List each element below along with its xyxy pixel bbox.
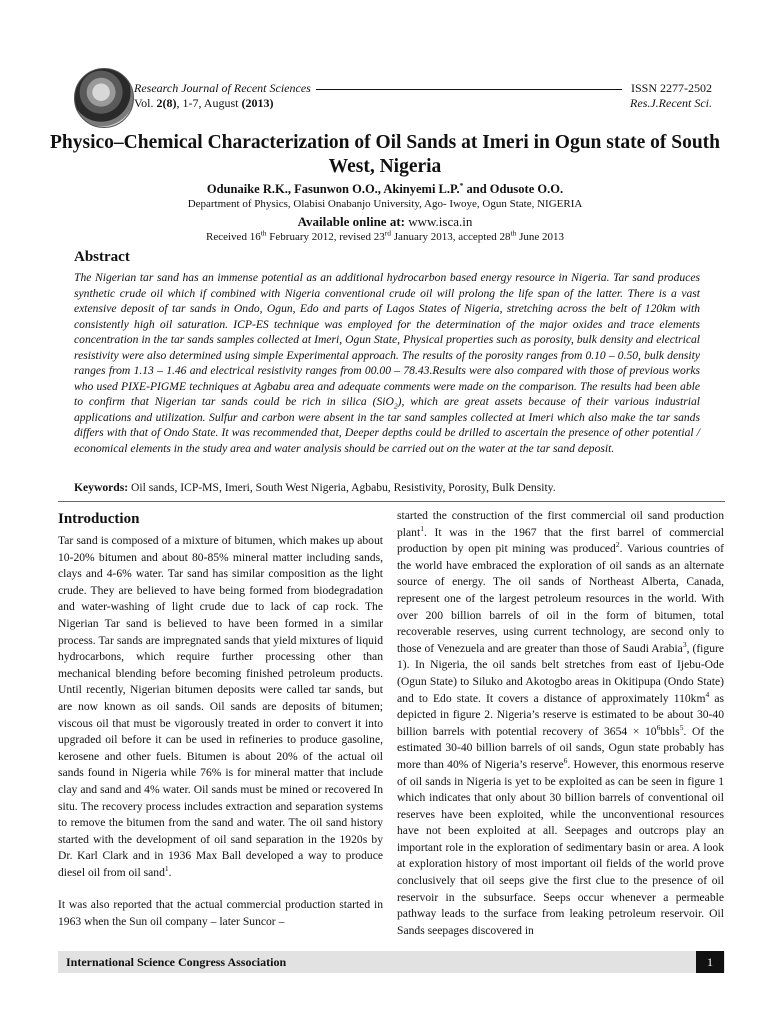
introduction-heading: Introduction	[58, 511, 140, 527]
right-column	[397, 508, 724, 939]
department: Department of Physics, Olabisi Onabanjo University, Ago- Iwoye, Ogun State, NIGERIA	[187, 198, 583, 210]
journal-abbrev: Res.J.Recent Sci.	[630, 96, 712, 110]
intro-paragraph-1: Tar sand is composed of a mixture of bitumen, which makes up about 10-20% bitumen and about 80-85% mineral matter including sands, clays and 4-6% water. Tar sand has similar composition as the light crude. They are believed to have being formed from biodegradation and water-washing of light crude due to lack of cap rock. The Nigerian Tar sand is believed to have been formed in a similar process. Tar sands are impregnated sands that yield mixtures of liquid hydrocarbons, which require further processing other than mechanical blending before becoming finished petroleum products. Until recently, Nigerian bitumen deposits were called tar sands, but are now known as oil sands. Oil sands are deposits of bitumen; viscous oil that must be vigorously treated in order to convert it into upgraded oil before it can be used in refineries to produce gasoline, kerosene and other fuels. Bitumen is about 20% of the actual oil sands found in Nigeria while 76% is for mineral matter that include clay and sand and 4% water. Oil sands must be mined or recovered In situ. The recovery process includes extraction and separation systems to remove the bitumen from the sand and water. The oil sand history started with the development of oil sand separation in the 1920s by Dr. Karl Clark and in 1936 Max Ball developed a way to produce diesel oil from oil sand$^1$.	[58, 534, 383, 879]
journal-name: Research Journal of Recent Sciences	[134, 81, 634, 96]
authors: Odunaike R.K., Fasunwon O.O., Akinyemi L.P.* and Odusote O.O.	[206, 180, 564, 196]
section-divider	[58, 501, 725, 502]
received-dates: Received 16th February 2012, revised 23rd January 2013, accepted 28th June 2013	[206, 228, 564, 243]
abstract-body: The Nigerian tar sand has an immense potential as an additional hydrocarbon based energy resource in Nigeria. Tar sand produces synthetic crude oil which if combined with Nigeria conventional crude oil will prolong the life span of the latter. There is a vast extensive deposit of tar sands in Ondo, Ogun, Edo and parts of Lagos States of Nigeria, stretching across the belt of 120km with consistently high oil saturation. ICP-ES technique was employed for the determination of the major oxides and trace elements concentration in the tar sands samples collected at Imeri, Ogun State, Physical properties such as porosity, bulk density and electrical resistivity were also determined using simple Experimental approach. The results of the porosity ranges from 0.10 – 0.50, bulk density ranges from 1.13 – 1.46 and electrical resistivity ranges from 00.00 – 78.43.Results were also compared with those of previous works who used PIXE-PIGME techniques at Agbabu area and adequate comments were made on the comparison. The results had been able to confirm that Nigerian tar sands could be rich in silica (SiO$_2$), which are great assets because of their various industrial applications and utilization. Sulfur and carbon were absent in the tar sand samples collected at Imeri which also make the tar sands differs with that of Ondo State. It was recommended that, Deeper depths could be drilled to ascertain the presence of other potential / economical elements in the study area and water analysis should be carried out on the water at the tar sand deposit.	[74, 271, 701, 455]
available-online: Available online at: www.isca.in	[297, 214, 473, 229]
intro-paragraph-2: It was also reported that the actual commercial production started in 1963 when the Sun oil company – later Suncor –	[58, 898, 383, 929]
paper-title: Physico–Chemical Characterization of Oil Sands at Imeri in Ogun state of South West, Nigeria	[49, 132, 721, 177]
journal-logo	[74, 68, 134, 128]
issn: ISSN 2277-2502	[630, 81, 712, 95]
page-number: 1	[696, 951, 724, 973]
website-link[interactable]: www.isca.in	[408, 214, 473, 229]
left-column	[58, 533, 383, 931]
abstract-heading: Abstract	[74, 249, 130, 265]
keywords: Keywords: Oil sands, ICP-MS, Imeri, South West Nigeria, Agbabu, Resistivity, Porosity, Bulk Density.	[74, 481, 556, 494]
journal-volume: Vol. 2(8), 1-7, August (2013)	[134, 96, 274, 110]
right-column-text: started the construction of the first commercial oil sand production plant$^1$. It was in the 1967 that the first barrel of commercial production by open pit mining was produced$^2$. Various countries of the world have embraced the exploration of oil sands as an alternate source of energy. The oil sands of Northeast Alberta, Canada, represent one of the largest petroleum resources in the world. With over 200 billion barrels of oil in the form of bitumen, total recoverable reserves, using current technology, are second only to those of Venezuela and are greater than those of Saudi Arabia$^3$, (figure 1). In Nigeria, the oil sands belt stretches from east of Ijebu-Ode (Ogun State) to Siluko and Akotogbo areas in Okitipupa (Ondo State) and to Edo state. It covers a distance of approximately $110km^4$ as depicted in figure 2. Nigeria’s reserve is estimated to be about 30-40 billion barrels with potential recovery of $3654 \times 10^6bbls^5$. Of the estimated 30-40 billion barrels of oil sands, Ogun state probably has more than 40% of Nigeria’s reserve$^6$. However, this enormous reserve of oil sands in Nigeria is yet to be exploited as can be seen in figure 1 which indicates that only about 30 billion barrels of conventional oil reserves have been exploited, while the unconventional resources have not been exploited at all. Seepages and outcrops play an important role in the exploration of sedimentary basin or area. A look at exploration history of most important oil fields of the world prove conclusively that oil seeps give the first clue to the presence of oil reservoir in the subsurface. Seeps occur whenever a permeable pathway leads to the surface from leaking petroleum reservoir. Oil Sands seepages discovered in	[397, 509, 725, 937]
footer-organization: International Science Congress Association	[66, 955, 287, 969]
